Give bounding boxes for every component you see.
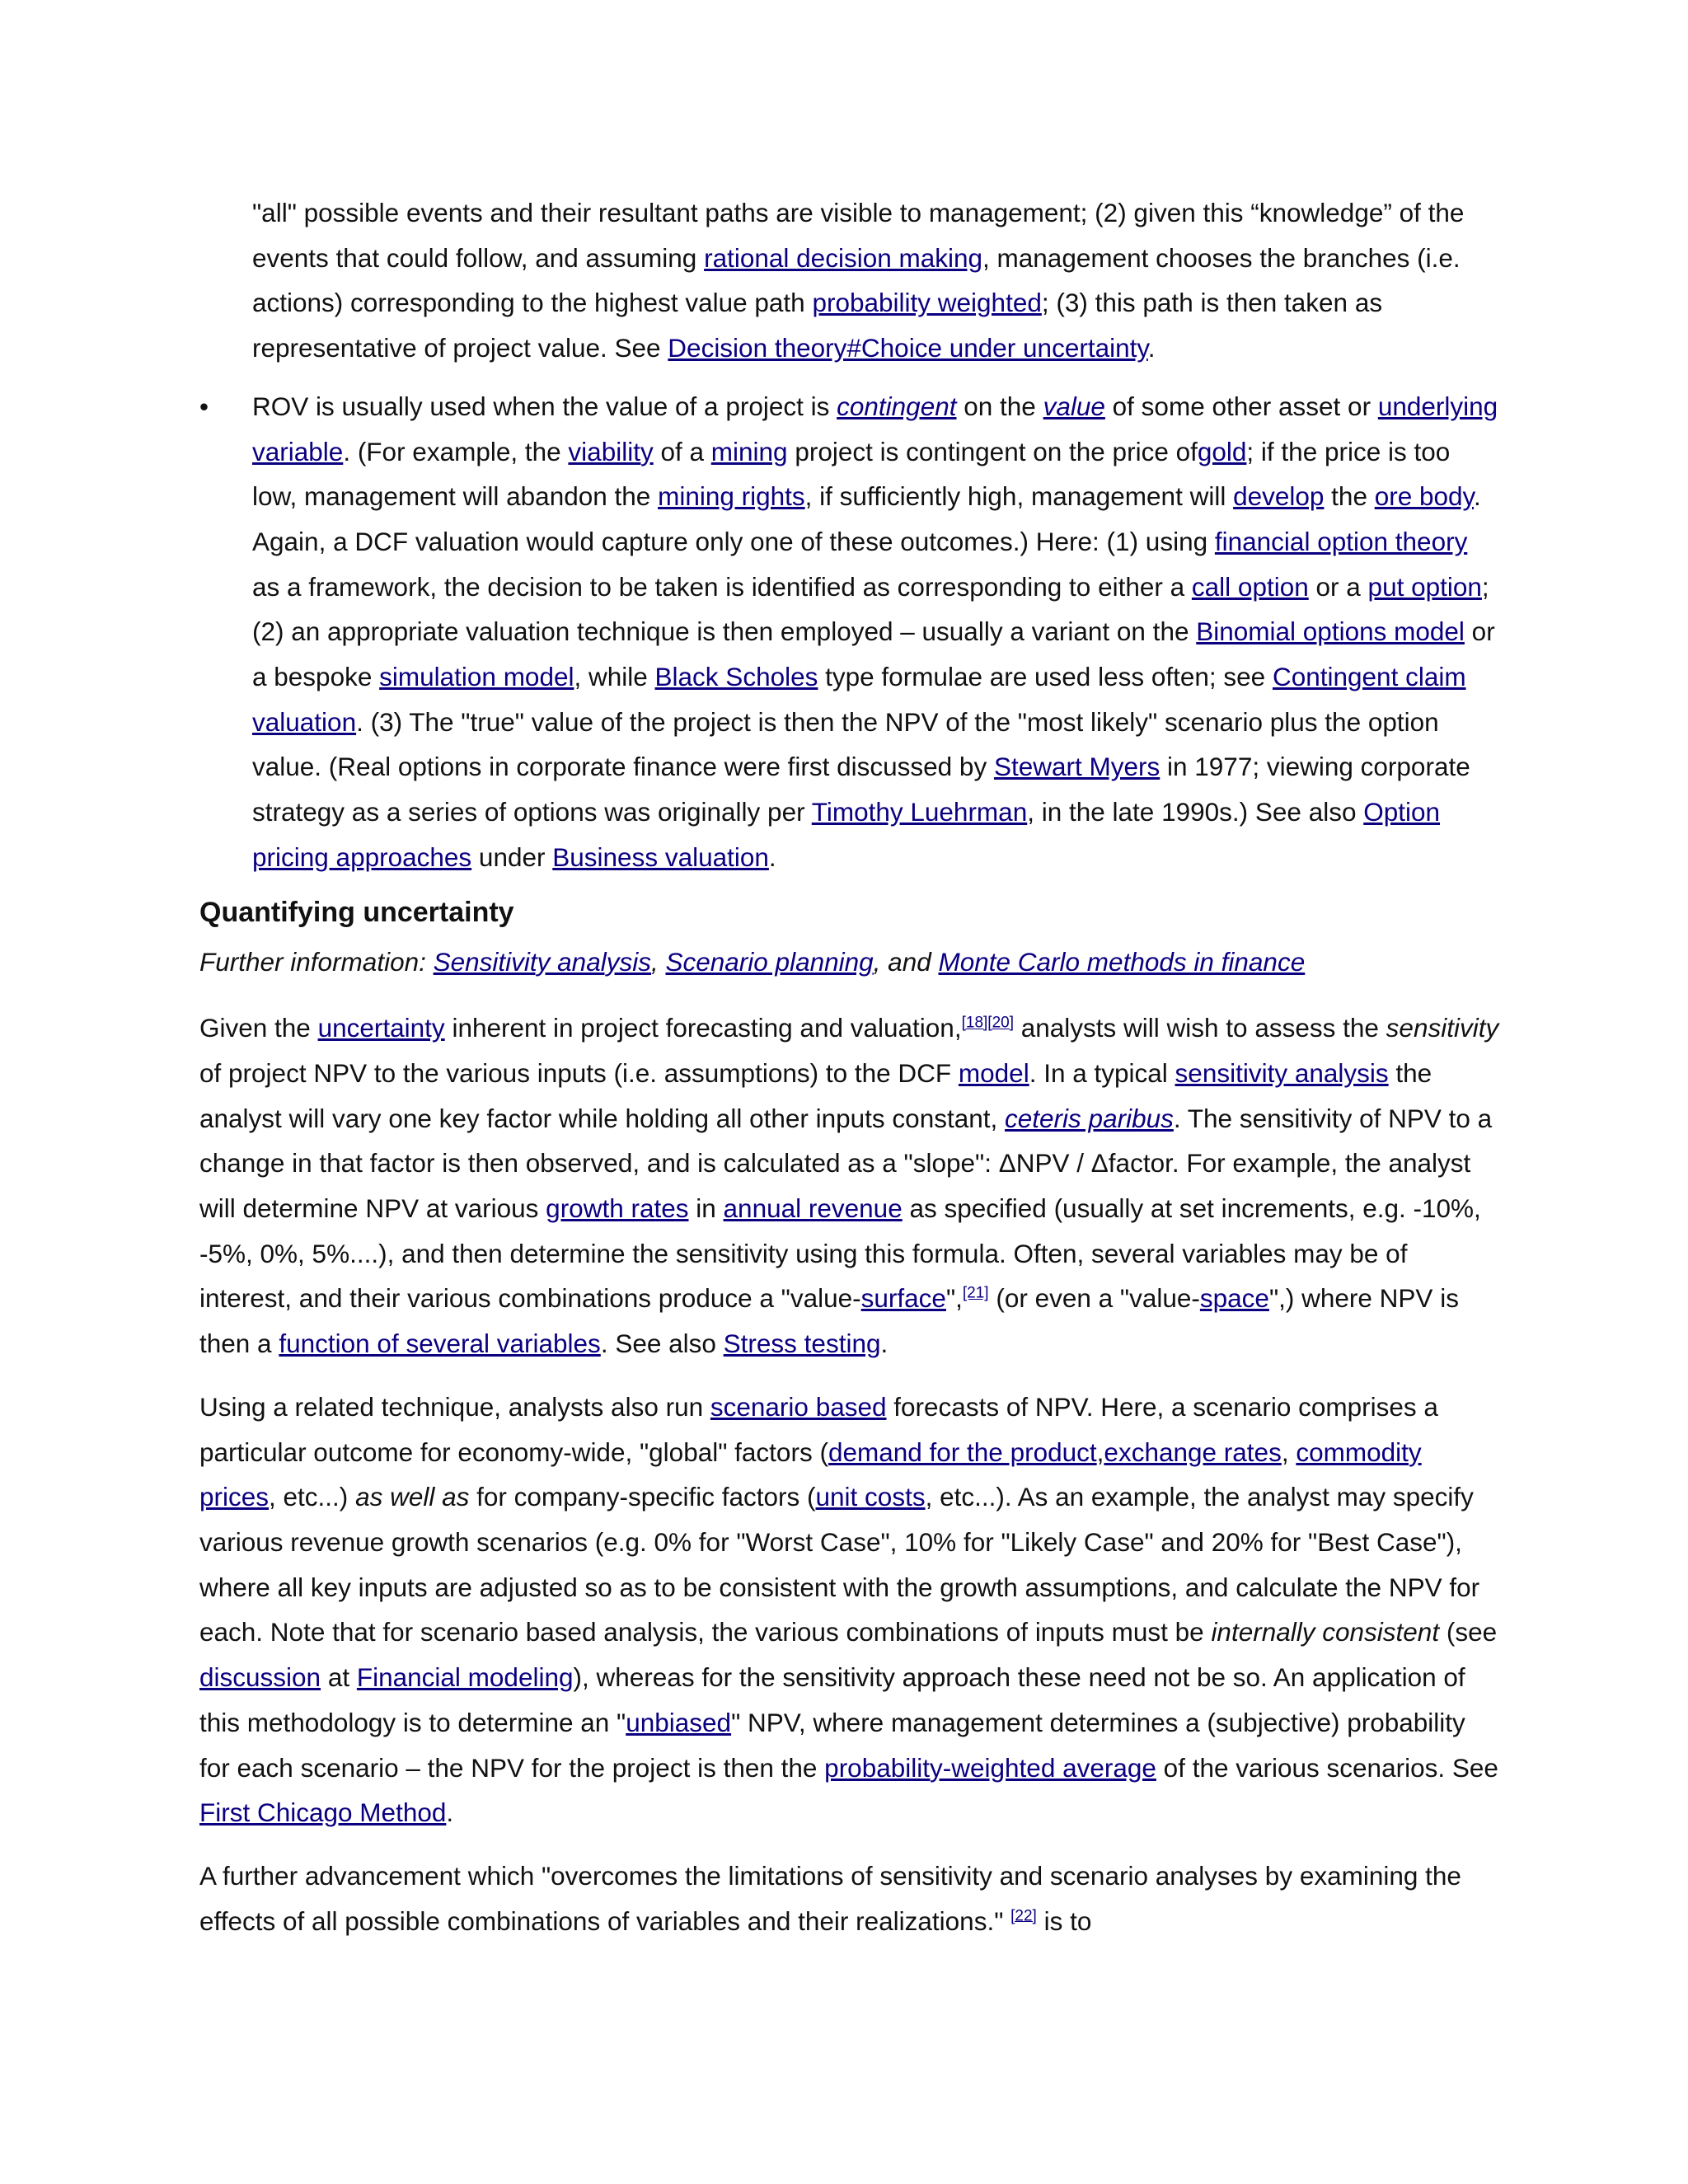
link-underlying-variable[interactable]: underlying variable bbox=[252, 391, 1498, 466]
citation-link-22[interactable]: [22] bbox=[1010, 1907, 1037, 1925]
link-option-pricing-approaches[interactable]: Option pricing approaches bbox=[252, 797, 1441, 872]
text: , bbox=[1281, 1436, 1296, 1467]
text: ; if the price is too low, management will abandon the bbox=[252, 436, 1451, 512]
link-unbiased[interactable]: unbiased bbox=[626, 1707, 732, 1737]
sensitivity-paragraph bbox=[199, 1005, 1502, 1366]
text: ", bbox=[945, 1283, 963, 1314]
rov-bullet-text bbox=[252, 384, 1502, 880]
text: at bbox=[321, 1662, 357, 1693]
link-space[interactable]: space bbox=[1199, 1283, 1269, 1314]
article-content bbox=[199, 190, 1502, 1943]
text: the analyst will vary one key factor while holding all other inputs constant, bbox=[199, 1057, 1432, 1133]
link-surface[interactable]: surface bbox=[860, 1283, 946, 1314]
link-probability-weighted-average[interactable]: probability-weighted average bbox=[824, 1752, 1156, 1783]
link-call-option[interactable]: call option bbox=[1191, 571, 1309, 602]
text: . Again, a DCF valuation would capture only one of these outcomes.) Here: (1) using bbox=[252, 481, 1481, 556]
text: of a bbox=[653, 436, 711, 466]
link-commodity-prices[interactable]: commodity prices bbox=[199, 1436, 1422, 1512]
text: is to bbox=[1036, 1905, 1092, 1936]
text: as specified (usually at set increments, e.g. -10%, -5%, 0%, 5%....), and then determine the sensitivity using this formula. Often, several variables may be of interest, and their various combinations produce a "value- bbox=[199, 1193, 1481, 1314]
text: ; (3) this path is then taken as representative of project value. See bbox=[252, 288, 1383, 363]
citation bbox=[1010, 1907, 1037, 1924]
text: on the bbox=[956, 391, 1043, 421]
text: , while bbox=[574, 662, 655, 692]
link-growth-rates[interactable]: growth rates bbox=[546, 1193, 689, 1224]
link-put-option[interactable]: put option bbox=[1367, 571, 1482, 602]
link-viability[interactable]: viability bbox=[568, 436, 654, 466]
text: ; (2) an appropriate valuation technique is then employed – usually a variant on the bbox=[252, 571, 1489, 647]
text: , bbox=[650, 946, 666, 977]
link-rational-decision-making[interactable]: rational decision making bbox=[704, 242, 983, 273]
text: ), whereas for the sensitivity approach these need not be so. An application of this methodology is to determine an " bbox=[199, 1662, 1465, 1737]
rov-bullet-item bbox=[199, 384, 1502, 880]
text: analysts will wish to assess the bbox=[1013, 1013, 1386, 1043]
text: "all" possible events and their resultant paths are visible to management; (2) given this “knowledge” of the events that could follow, and assuming bbox=[252, 198, 1465, 273]
link-business-valuation[interactable]: Business valuation bbox=[552, 841, 769, 872]
text: , bbox=[1096, 1436, 1104, 1467]
text: . (3) The "true" value of the project is then the NPV of the "most likely" scenario plus the option value. (Real options in corporate finance were first discussed by bbox=[252, 706, 1439, 782]
text: , if sufficiently high, management will bbox=[804, 481, 1234, 512]
link-first-chicago-method[interactable]: First Chicago Method bbox=[199, 1797, 447, 1828]
text: of the various scenarios. See bbox=[1156, 1752, 1498, 1783]
link-develop[interactable]: develop bbox=[1233, 481, 1325, 512]
link-stewart-myers[interactable]: Stewart Myers bbox=[993, 752, 1160, 782]
citation-link-21[interactable]: [21] bbox=[962, 1284, 989, 1302]
emphasis: internally consistent bbox=[1211, 1617, 1440, 1647]
link-mining[interactable]: mining bbox=[710, 436, 788, 466]
text: . In a typical bbox=[1029, 1057, 1175, 1088]
text: , management chooses the branches (i.e. actions) corresponding to the highest value path bbox=[252, 242, 1461, 318]
text: . See also bbox=[600, 1329, 724, 1359]
text: . The sensitivity of NPV to a change in that factor is then observed, and is calculated as a "slope": ΔNPV / Δfactor. For example, the analyst will determine NPV at various bbox=[199, 1103, 1493, 1224]
link-mining-rights[interactable]: mining rights bbox=[658, 481, 805, 512]
text: . bbox=[880, 1329, 889, 1359]
link-financial-modeling[interactable]: Financial modeling bbox=[356, 1662, 574, 1693]
text: . bbox=[768, 841, 776, 872]
text: of some other asset or bbox=[1104, 391, 1378, 421]
link-scenario-based[interactable]: scenario based bbox=[710, 1391, 887, 1422]
text: , etc...). As an example, the analyst may specify various revenue growth scenarios (e.g. 0% for "Worst Case", 10% for "Likely Case" and 20% for "Best Case"), where all key inputs are adjusted so as to be consistent with the growth assumptions, and calculate the NPV for each. Note that for scenario based analysis, the various combinations of inputs must be bbox=[199, 1482, 1480, 1647]
link-gold[interactable]: gold bbox=[1197, 436, 1247, 466]
link-uncertainty[interactable]: uncertainty bbox=[317, 1013, 445, 1043]
text: , etc...) bbox=[269, 1482, 356, 1512]
link-sensitivity-analysis-inline[interactable]: sensitivity analysis bbox=[1175, 1057, 1389, 1088]
link-scenario-planning[interactable]: Scenario planning bbox=[665, 946, 874, 977]
link-discussion[interactable]: discussion bbox=[199, 1662, 321, 1693]
link-value[interactable]: value bbox=[1043, 391, 1105, 421]
link-model[interactable]: model bbox=[958, 1057, 1029, 1088]
text: (see bbox=[1439, 1617, 1498, 1647]
link-unit-costs[interactable]: unit costs bbox=[815, 1482, 926, 1512]
link-simulation-model[interactable]: simulation model bbox=[379, 662, 574, 692]
link-exchange-rates[interactable]: exchange rates bbox=[1104, 1436, 1282, 1467]
text: . (For example, the bbox=[343, 436, 569, 466]
text: Further information: bbox=[199, 946, 434, 977]
link-annual-revenue[interactable]: annual revenue bbox=[723, 1193, 903, 1224]
text: , in the late 1990s.) See also bbox=[1027, 797, 1364, 827]
link-ceteris-paribus[interactable]: ceteris paribus bbox=[1005, 1103, 1174, 1133]
text: Using a related technique, analysts also run bbox=[199, 1391, 710, 1422]
text: " NPV, where management determines a (subjective) probability for each scenario – the NPV for the project is then the bbox=[199, 1707, 1465, 1783]
link-probability-weighted[interactable]: probability weighted bbox=[812, 288, 1042, 318]
bullet-marker: • bbox=[199, 391, 209, 421]
text: in bbox=[688, 1193, 724, 1224]
link-stress-testing[interactable]: Stress testing bbox=[723, 1329, 881, 1359]
continued-bullet-paragraph bbox=[199, 190, 1502, 371]
link-timothy-luehrman[interactable]: Timothy Luehrman bbox=[811, 797, 1028, 827]
text: the bbox=[1324, 481, 1375, 512]
text: for company-specific factors ( bbox=[469, 1482, 816, 1512]
text: in 1977; viewing corporate strategy as a series of options was originally per bbox=[252, 752, 1470, 827]
emphasis: sensitivity bbox=[1386, 1013, 1499, 1043]
advancement-paragraph bbox=[199, 1854, 1502, 1943]
text: ",) where NPV is then a bbox=[199, 1283, 1459, 1359]
text: as a framework, the decision to be taken is identified as corresponding to either a bbox=[252, 571, 1192, 602]
link-sensitivity-analysis[interactable]: Sensitivity analysis bbox=[433, 946, 651, 977]
link-ore-body[interactable]: ore body bbox=[1374, 481, 1474, 512]
link-monte-carlo-methods[interactable]: Monte Carlo methods in finance bbox=[938, 946, 1306, 977]
text: or a bbox=[1308, 571, 1368, 602]
text: (or even a "value- bbox=[988, 1283, 1200, 1314]
link-contingent[interactable]: contingent bbox=[837, 391, 957, 421]
text: or a bespoke bbox=[252, 616, 1495, 692]
emphasis: as well as bbox=[355, 1482, 470, 1512]
citation bbox=[962, 1015, 1014, 1032]
text: A further advancement which "overcomes the limitations of sensitivity and scenario analyses by examining the effects of all possible combinations of variables and their realizations." bbox=[199, 1860, 1461, 1936]
link-black-scholes[interactable]: Black Scholes bbox=[654, 662, 818, 692]
text: project is contingent on the price of bbox=[787, 436, 1198, 466]
text: forecasts of NPV. Here, a scenario comprises a particular outcome for economy-wide, "global" factors ( bbox=[199, 1391, 1438, 1467]
section-heading: Quantifying uncertainty bbox=[199, 896, 514, 928]
text: ROV is usually used when the value of a project is bbox=[252, 391, 837, 421]
text: Given the bbox=[199, 1013, 318, 1043]
link-demand-for-the-product[interactable]: demand for the product bbox=[828, 1436, 1097, 1467]
text: under bbox=[471, 841, 553, 872]
citation bbox=[963, 1285, 989, 1302]
text: . bbox=[1147, 333, 1156, 363]
text: . bbox=[446, 1797, 454, 1828]
text: of project NPV to the various inputs (i.e. assumptions) to the DCF bbox=[199, 1057, 959, 1088]
text: type formulae are used less often; see bbox=[818, 662, 1273, 692]
link-decision-theory[interactable]: Decision theory#Choice under uncertainty bbox=[668, 333, 1148, 363]
text: , and bbox=[873, 946, 939, 977]
link-financial-option-theory[interactable]: financial option theory bbox=[1214, 526, 1468, 556]
citation-link-18-20[interactable]: [18][20] bbox=[961, 1014, 1014, 1032]
scenario-paragraph bbox=[199, 1385, 1502, 1835]
link-function-of-several-variables[interactable]: function of several variables bbox=[279, 1329, 601, 1359]
further-information-note bbox=[199, 940, 1502, 985]
link-contingent-claim-valuation[interactable]: Contingent claim valuation bbox=[252, 662, 1466, 737]
text: inherent in project forecasting and valuation, bbox=[444, 1013, 962, 1043]
link-binomial-options-model[interactable]: Binomial options model bbox=[1196, 616, 1465, 647]
